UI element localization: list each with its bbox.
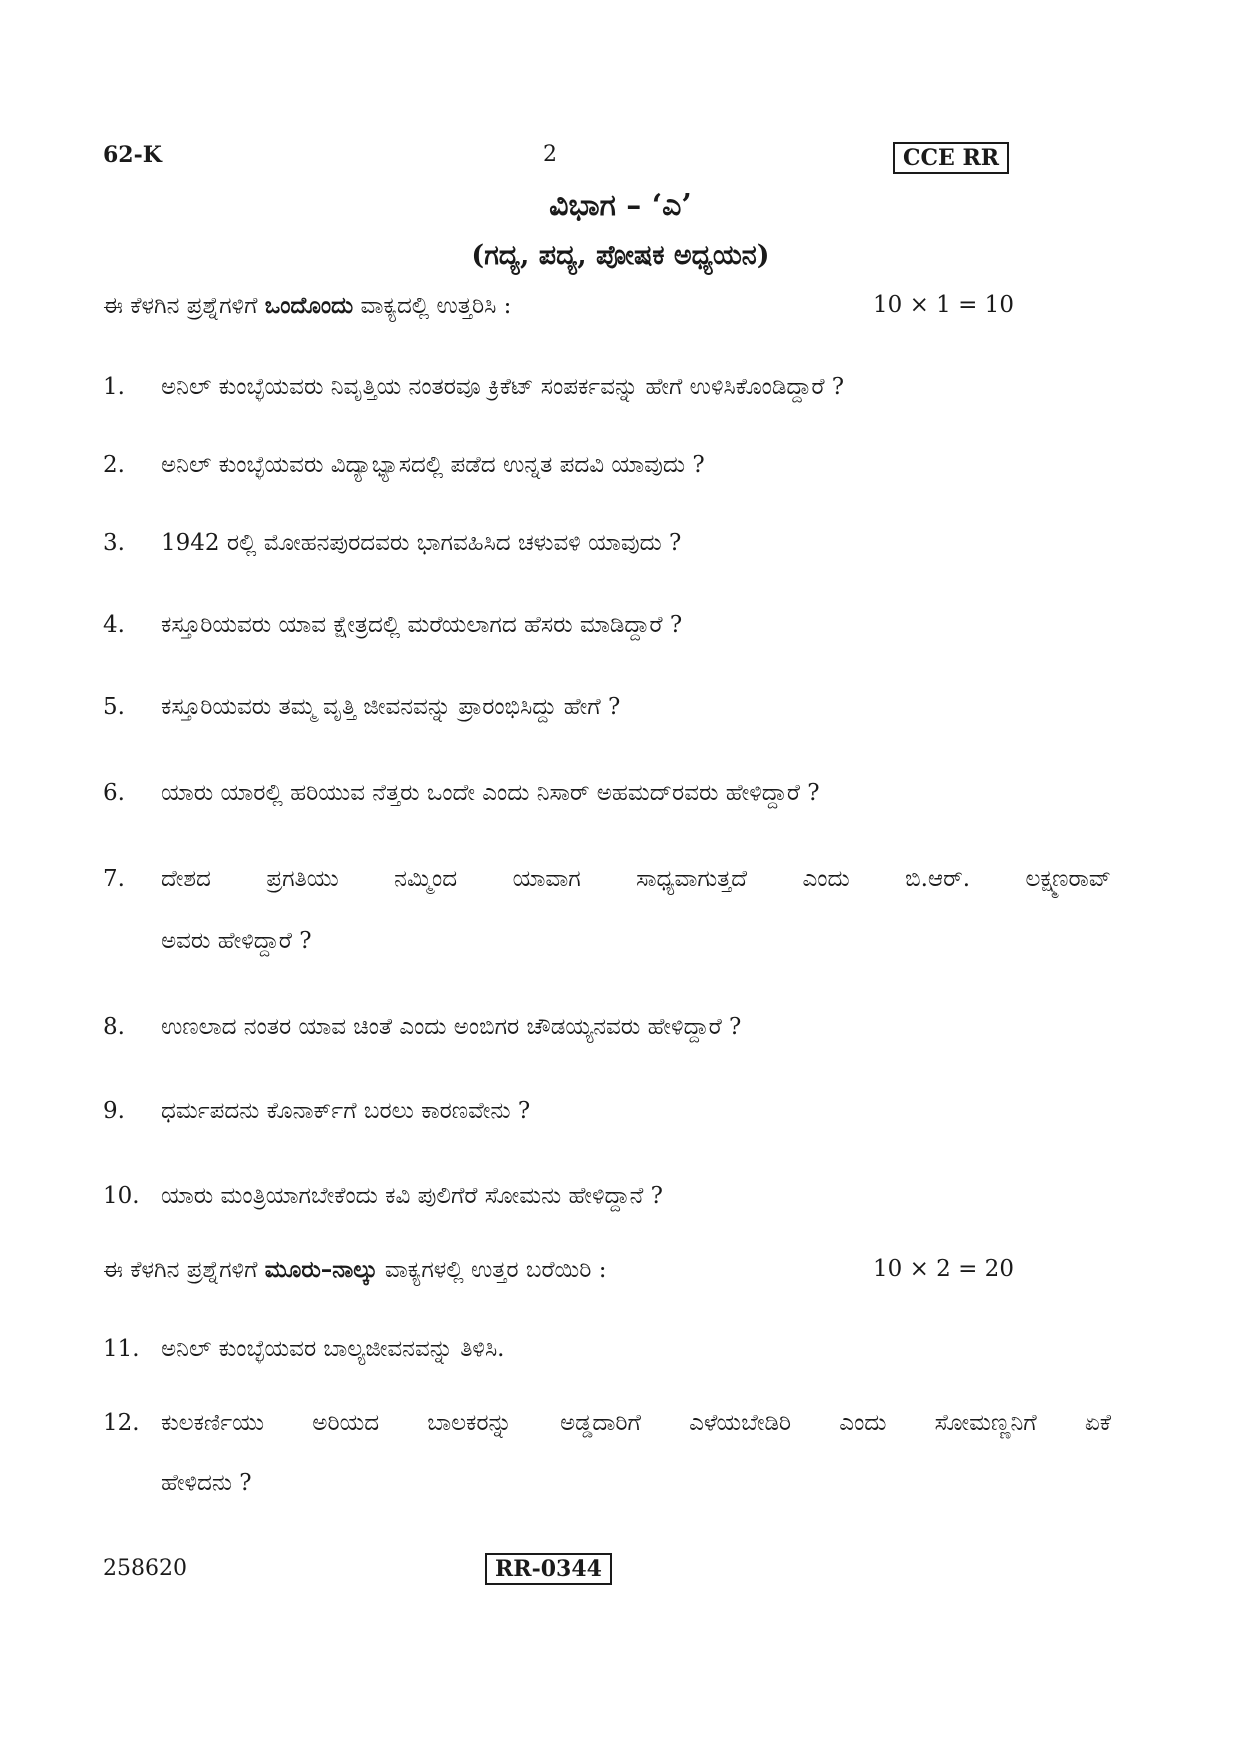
instruction-one-sentence: ಈ ಕೆಳಗಿನ ಪ್ರಶ್ನೆಗಳಿಗೆ ಒಂದೊಂದು ವಾಕ್ಯದಲ್ಲಿ ಉತ್ತರಿಸಿ : bbox=[103, 292, 512, 319]
question-text: ಯಾರು ಯಾರಲ್ಲಿ ಹರಿಯುವ ನೆತ್ತರು ಒಂದೇ ಎಂದು ನಿಸಾರ್ ಅಹಮದ್‌ರವರು ಹೇಳಿದ್ದಾರೆ ? bbox=[161, 780, 820, 806]
marks-section-1: 10 × 1 = 10 bbox=[873, 292, 1014, 318]
paper-code: RR-0344 bbox=[485, 1553, 612, 1585]
subject-code: 62-K bbox=[103, 142, 162, 168]
question-text: ಅನಿಲ್ ಕುಂಬ್ಳೆಯವರ ಬಾಲ್ಯಜೀವನವನ್ನು ತಿಳಿಸಿ. bbox=[161, 1336, 505, 1362]
marks-section-2: 10 × 2 = 20 bbox=[873, 1256, 1014, 1282]
question-number: 6. bbox=[103, 780, 125, 806]
question-number: 10. bbox=[103, 1183, 140, 1209]
question-text: ಅನಿಲ್ ಕುಂಬ್ಳೆಯವರು ವಿದ್ಯಾಭ್ಯಾಸದಲ್ಲಿ ಪಡೆದ ಉನ್ನತ ಪದವಿ ಯಾವುದು ? bbox=[161, 452, 705, 478]
question-text-continued: ಅವರು ಹೇಳಿದ್ದಾರೆ ? bbox=[161, 928, 312, 954]
instruction-three-four-sentences: ಈ ಕೆಳಗಿನ ಪ್ರಶ್ನೆಗಳಿಗೆ ಮೂರು–ನಾಲ್ಕು ವಾಕ್ಯಗಳಲ್ಲಿ ಉತ್ತರ ಬರೆಯಿರಿ : bbox=[103, 1256, 607, 1283]
question-number: 8. bbox=[103, 1014, 125, 1040]
question-text: ಕುಲಕರ್ಣಿಯು ಅರಿಯದ ಬಾಲಕರನ್ನು ಅಡ್ಡದಾರಿಗೆ ಎಳೆಯಬೇಡಿರಿ ಎಂದು ಸೋಮಣ್ಣನಿಗೆ ಏಕೆ bbox=[161, 1410, 1111, 1436]
question-text: ದೇಶದ ಪ್ರಗತಿಯು ನಮ್ಮಿಂದ ಯಾವಾಗ ಸಾಧ್ಯವಾಗುತ್ತದೆ ಎಂದು ಬಿ.ಆರ್. ಲಕ್ಷ್ಮಣರಾವ್ bbox=[161, 866, 1111, 892]
question-text: ಕಸ್ತೂರಿಯವರು ತಮ್ಮ ವೃತ್ತಿ ಜೀವನವನ್ನು ಪ್ರಾರಂಭಿಸಿದ್ದು ಹೇಗೆ ? bbox=[161, 694, 621, 720]
question-number: 1. bbox=[103, 374, 125, 400]
question-number: 2. bbox=[103, 452, 125, 478]
question-text: ಯಾರು ಮಂತ್ರಿಯಾಗಬೇಕೆಂದು ಕವಿ ಪುಲಿಗೆರೆ ಸೋಮನು ಹೇಳಿದ್ದಾನೆ ? bbox=[161, 1183, 663, 1209]
question-number: 7. bbox=[103, 866, 125, 892]
question-number: 12. bbox=[103, 1410, 140, 1436]
question-text: ಉಣಲಾದ ನಂತರ ಯಾವ ಚಿಂತೆ ಎಂದು ಅಂಬಿಗರ ಚೌಡಯ್ಯನವರು ಹೇಳಿದ್ದಾರೆ ? bbox=[161, 1014, 742, 1040]
question-number: 9. bbox=[103, 1098, 125, 1124]
question-number: 11. bbox=[103, 1336, 140, 1362]
serial-number: 258620 bbox=[103, 1556, 187, 1581]
question-text: 1942 ರಲ್ಲಿ ಮೋಹನಪುರದವರು ಭಾಗವಹಿಸಿದ ಚಳುವಳಿ ಯಾವುದು ? bbox=[161, 530, 682, 556]
exam-tag: CCE RR bbox=[893, 142, 1009, 174]
question-number: 4. bbox=[103, 612, 125, 638]
question-text-continued: ಹೇಳಿದನು ? bbox=[161, 1470, 252, 1496]
section-subtitle: (ಗದ್ಯ, ಪದ್ಯ, ಪೋಷಕ ಅಧ್ಯಯನ) bbox=[471, 240, 770, 271]
question-text: ಕಸ್ತೂರಿಯವರು ಯಾವ ಕ್ಷೇತ್ರದಲ್ಲಿ ಮರೆಯಲಾಗದ ಹೆಸರು ಮಾಡಿದ್ದಾರೆ ? bbox=[161, 612, 683, 638]
question-number: 5. bbox=[103, 694, 125, 720]
question-text: ಧರ್ಮಪದನು ಕೊನಾರ್ಕ್‌ಗೆ ಬರಲು ಕಾರಣವೇನು ? bbox=[161, 1098, 531, 1124]
question-number: 3. bbox=[103, 530, 125, 556]
page-number: 2 bbox=[543, 142, 557, 167]
question-text: ಅನಿಲ್ ಕುಂಬ್ಳೆಯವರು ನಿವೃತ್ತಿಯ ನಂತರವೂ ಕ್ರಿಕೆಟ್ ಸಂಪರ್ಕವನ್ನು ಹೇಗೆ ಉಳಿಸಿಕೊಂಡಿದ್ದಾರೆ ? bbox=[161, 374, 845, 400]
section-title: ವಿಭಾಗ – ‘ಎ’ bbox=[549, 188, 692, 223]
